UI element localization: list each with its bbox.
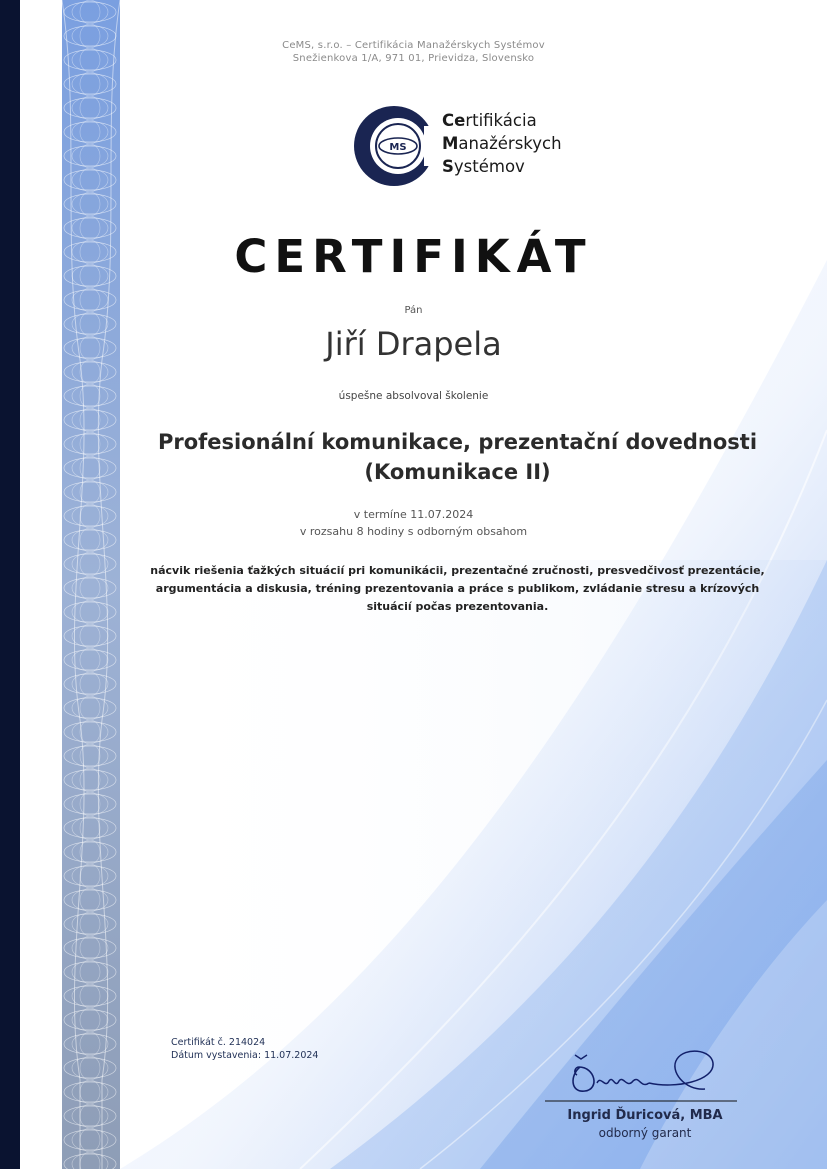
company-logo (350, 102, 580, 190)
issuer-address: Snežienkova 1/A, 971 01, Prievidza, Slovensko (292, 53, 535, 64)
signature-block (545, 1045, 745, 1145)
logo-word-1: Certifikácia (442, 111, 537, 130)
recipient-name: Jiří Drapela (325, 325, 502, 363)
course-title (130, 427, 785, 487)
course-title-line-1: Profesionální komunikace, prezentační dovednosti (157, 430, 758, 454)
cems-logo-icon (350, 102, 438, 190)
course-title-line-2: (Komunikace II) (364, 460, 551, 484)
handwritten-signature (545, 1045, 745, 1107)
course-topics: nácvik riešenia ťažkých situácií pri komunikácii, prezentačné zručnosti, presvedčivosť prezentácie, argumentácia a diskusia, tréning prezentovania a práce s publikom, zvládanie stresu a krízových situácií počas prezentovania. (150, 564, 765, 613)
certificate-title: CERTIFIKÁT (234, 230, 593, 283)
salutation: Pán (404, 305, 423, 316)
logo-mark: MS (389, 142, 407, 153)
issue-date: Dátum vystavenia: 11.07.2024 (171, 1050, 319, 1061)
certificate-info (171, 1036, 318, 1062)
certificate-number: Certifikát č. 214024 (171, 1037, 266, 1048)
logo-word-3: Systémov (442, 157, 525, 176)
course-scope: v rozsahu 8 hodiny s odborným obsahom (299, 525, 528, 538)
completion-statement: úspešne absolvoval školenie (338, 390, 489, 402)
course-date: v termíne 11.07.2024 (353, 508, 474, 521)
signer-role: odborný garant (598, 1126, 692, 1140)
issuer-line: CeMS, s.r.o. – Certifikácia Manažérskych Systémov (282, 40, 545, 51)
signer-name: Ingrid Ďuricová, MBA (567, 1108, 723, 1123)
logo-word-2: Manažérskych (442, 134, 562, 153)
